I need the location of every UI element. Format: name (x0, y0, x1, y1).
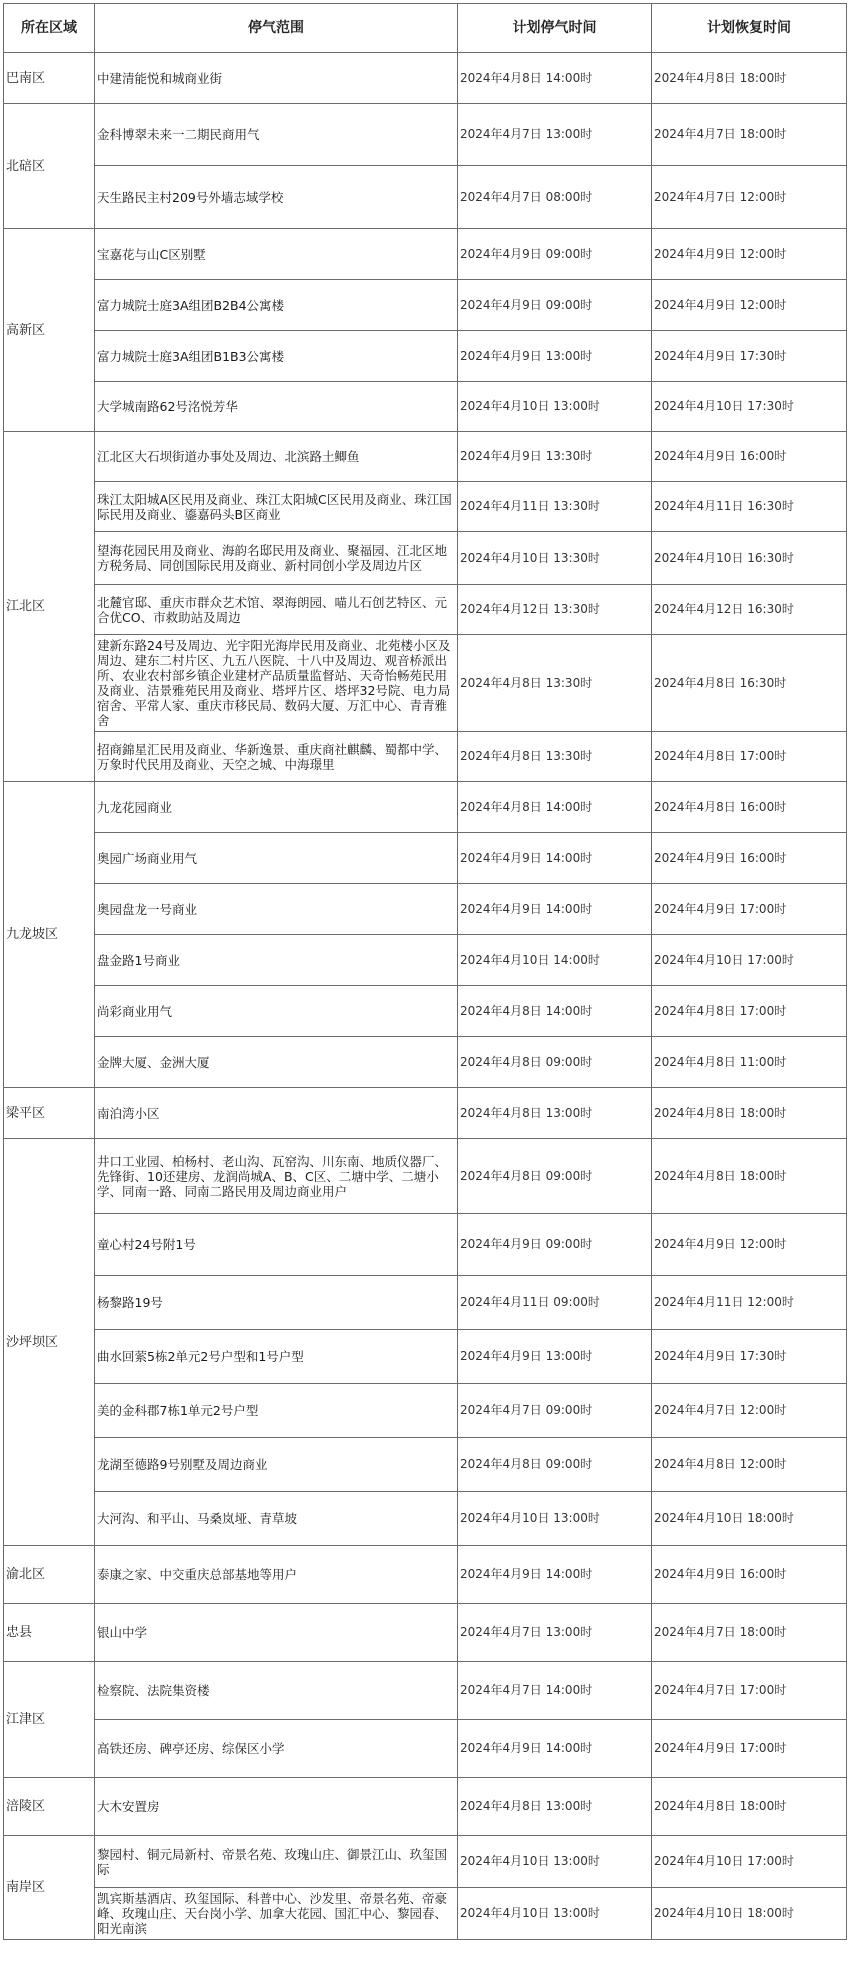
stop-time-cell: 2024年4月7日 13:00时 (458, 104, 652, 166)
table-row (4, 1438, 847, 1492)
resume-time-cell: 2024年4月8日 18:00时 (652, 1778, 847, 1836)
scope-cell: 大学城南路62号洺悦芳华 (95, 382, 458, 432)
scope-cell: 童心村24号附1号 (95, 1214, 458, 1276)
table-row (4, 1662, 847, 1720)
scope-cell: 泰康之家、中交重庆总部基地等用户 (95, 1546, 458, 1604)
stop-time-cell: 2024年4月7日 09:00时 (458, 1384, 652, 1438)
resume-time-cell: 2024年4月8日 12:00时 (652, 1438, 847, 1492)
area-cell: 渝北区 (4, 1546, 95, 1604)
resume-time-cell: 2024年4月9日 16:00时 (652, 1546, 847, 1604)
stop-time-cell: 2024年4月10日 13:30时 (458, 532, 652, 585)
table-body (4, 53, 847, 1940)
table-row (4, 166, 847, 229)
resume-time-cell: 2024年4月8日 16:30时 (652, 635, 847, 732)
resume-time-cell: 2024年4月10日 17:00时 (652, 1836, 847, 1888)
table-row (4, 782, 847, 833)
resume-time-cell: 2024年4月12日 16:30时 (652, 585, 847, 635)
stop-time-cell: 2024年4月7日 08:00时 (458, 166, 652, 229)
area-cell: 高新区 (4, 229, 95, 432)
resume-time-cell: 2024年4月11日 16:30时 (652, 482, 847, 532)
stop-time-cell: 2024年4月10日 13:00时 (458, 1836, 652, 1888)
stop-time-cell: 2024年4月8日 13:30时 (458, 635, 652, 732)
stop-time-cell: 2024年4月10日 13:00时 (458, 382, 652, 432)
scope-cell: 天生路民主村209号外墙志域学校 (95, 166, 458, 229)
stop-time-cell: 2024年4月8日 13:00时 (458, 1088, 652, 1139)
stop-time-cell: 2024年4月9日 13:30时 (458, 432, 652, 482)
area-cell: 忠县 (4, 1604, 95, 1662)
area-cell: 涪陵区 (4, 1778, 95, 1836)
resume-time-cell: 2024年4月9日 12:00时 (652, 229, 847, 280)
table-row (4, 935, 847, 986)
area-cell: 江津区 (4, 1662, 95, 1778)
resume-time-cell: 2024年4月9日 12:00时 (652, 280, 847, 331)
resume-time-cell: 2024年4月8日 17:00时 (652, 732, 847, 782)
header-area: 所在区域 (4, 4, 95, 53)
area-cell: 沙坪坝区 (4, 1139, 95, 1546)
scope-cell: 美的金科郡7栋1单元2号户型 (95, 1384, 458, 1438)
stop-time-cell: 2024年4月9日 13:00时 (458, 1330, 652, 1384)
stop-time-cell: 2024年4月8日 09:00时 (458, 1139, 652, 1214)
resume-time-cell: 2024年4月7日 18:00时 (652, 104, 847, 166)
resume-time-cell: 2024年4月7日 18:00时 (652, 1604, 847, 1662)
scope-cell: 建新东路24号及周边、光宇阳光海岸民用及商业、北苑楼小区及周边、建东二村片区、九五八医院、十八中及周边、观音桥派出所、农业农村部乡镇企业建材产品质量监督站、天奇怡畅苑民用及商业、洁景雅苑民用及商业、塔坪片区、塔坪32号院、电力局宿舍、平常人家、重庆市移民局、数码大厦、万汇中心、青青雅舍 (95, 635, 458, 732)
scope-cell: 龙湖至德路9号别墅及周边商业 (95, 1438, 458, 1492)
scope-cell: 曲水回萦5栋2单元2号户型和1号户型 (95, 1330, 458, 1384)
table-row (4, 1088, 847, 1139)
stop-time-cell: 2024年4月9日 14:00时 (458, 1720, 652, 1778)
stop-time-cell: 2024年4月12日 13:30时 (458, 585, 652, 635)
resume-time-cell: 2024年4月9日 12:00时 (652, 1214, 847, 1276)
scope-cell: 凯宾斯基酒店、玖玺国际、科普中心、沙发里、帝景名苑、帝豪峰、玫瑰山庄、天台岗小学、加拿大花园、国汇中心、黎园春、阳光南滨 (95, 1888, 458, 1940)
table-row (4, 382, 847, 432)
area-cell: 南岸区 (4, 1836, 95, 1940)
area-cell: 梁平区 (4, 1088, 95, 1139)
resume-time-cell: 2024年4月9日 17:00时 (652, 884, 847, 935)
stop-time-cell: 2024年4月7日 14:00时 (458, 1662, 652, 1720)
stop-time-cell: 2024年4月10日 13:00时 (458, 1492, 652, 1546)
scope-cell: 中建清能悦和城商业街 (95, 53, 458, 104)
scope-cell: 尚彩商业用气 (95, 986, 458, 1037)
table-row (4, 1604, 847, 1662)
stop-time-cell: 2024年4月11日 13:30时 (458, 482, 652, 532)
resume-time-cell: 2024年4月7日 12:00时 (652, 1384, 847, 1438)
table-row (4, 833, 847, 884)
stop-time-cell: 2024年4月8日 13:30时 (458, 732, 652, 782)
scope-cell: 富力城院士庭3A组团B2B4公寓楼 (95, 280, 458, 331)
scope-cell: 杨黎路19号 (95, 1276, 458, 1330)
table-row (4, 732, 847, 782)
stop-time-cell: 2024年4月8日 09:00时 (458, 1438, 652, 1492)
table-row (4, 1037, 847, 1088)
table-row (4, 1214, 847, 1276)
stop-time-cell: 2024年4月9日 14:00时 (458, 833, 652, 884)
scope-cell: 江北区大石坝街道办事处及周边、北滨路土鲫鱼 (95, 432, 458, 482)
scope-cell: 珠江太阳城A区民用及商业、珠江太阳城C区民用及商业、珠江国际民用及商业、鎏嘉码头B区商业 (95, 482, 458, 532)
stop-time-cell: 2024年4月11日 09:00时 (458, 1276, 652, 1330)
resume-time-cell: 2024年4月8日 18:00时 (652, 53, 847, 104)
stop-time-cell: 2024年4月8日 14:00时 (458, 782, 652, 833)
table-row (4, 1492, 847, 1546)
stop-time-cell: 2024年4月9日 14:00时 (458, 884, 652, 935)
table-row (4, 1836, 847, 1888)
resume-time-cell: 2024年4月10日 17:00时 (652, 935, 847, 986)
resume-time-cell: 2024年4月8日 11:00时 (652, 1037, 847, 1088)
scope-cell: 宝嘉花与山C区别墅 (95, 229, 458, 280)
header-row (4, 4, 847, 53)
scope-cell: 招商錦星汇民用及商业、华新逸景、重庆商社麒麟、蜀都中学、万象时代民用及商业、天空之城、中海璟里 (95, 732, 458, 782)
stop-time-cell: 2024年4月9日 09:00时 (458, 1214, 652, 1276)
table-row (4, 53, 847, 104)
table-row (4, 1330, 847, 1384)
resume-time-cell: 2024年4月9日 17:00时 (652, 1720, 847, 1778)
stop-time-cell: 2024年4月9日 09:00时 (458, 229, 652, 280)
header-stop-time: 计划停气时间 (458, 4, 652, 53)
table-row (4, 1720, 847, 1778)
scope-cell: 南泊湾小区 (95, 1088, 458, 1139)
header-scope: 停气范围 (95, 4, 458, 53)
table-row (4, 884, 847, 935)
scope-cell: 奥园盘龙一号商业 (95, 884, 458, 935)
scope-cell: 黎园村、铜元局新村、帝景名苑、玫瑰山庄、御景江山、玖玺国际 (95, 1836, 458, 1888)
stop-time-cell: 2024年4月10日 13:00时 (458, 1888, 652, 1940)
area-cell: 江北区 (4, 432, 95, 782)
scope-cell: 高铁还房、碑亭还房、综保区小学 (95, 1720, 458, 1778)
area-cell: 北碚区 (4, 104, 95, 229)
stop-time-cell: 2024年4月8日 09:00时 (458, 1037, 652, 1088)
resume-time-cell: 2024年4月7日 12:00时 (652, 166, 847, 229)
stop-time-cell: 2024年4月10日 14:00时 (458, 935, 652, 986)
scope-cell: 检察院、法院集资楼 (95, 1662, 458, 1720)
table-row (4, 104, 847, 166)
table-row (4, 229, 847, 280)
resume-time-cell: 2024年4月10日 18:00时 (652, 1888, 847, 1940)
scope-cell: 银山中学 (95, 1604, 458, 1662)
stop-time-cell: 2024年4月8日 14:00时 (458, 986, 652, 1037)
table-row (4, 1384, 847, 1438)
table-row (4, 1888, 847, 1940)
resume-time-cell: 2024年4月10日 18:00时 (652, 1492, 847, 1546)
stop-time-cell: 2024年4月8日 14:00时 (458, 53, 652, 104)
scope-cell: 望海花园民用及商业、海韵名邸民用及商业、聚福园、江北区地方税务局、同创国际民用及商业、新村同创小学及周边片区 (95, 532, 458, 585)
stop-time-cell: 2024年4月7日 13:00时 (458, 1604, 652, 1662)
table-row (4, 331, 847, 382)
area-cell: 巴南区 (4, 53, 95, 104)
resume-time-cell: 2024年4月8日 17:00时 (652, 986, 847, 1037)
resume-time-cell: 2024年4月8日 18:00时 (652, 1088, 847, 1139)
scope-cell: 北麓官邸、重庆市群众艺术馆、翠海朗园、喵儿石创艺特区、元合优CO、市救助站及周边 (95, 585, 458, 635)
resume-time-cell: 2024年4月7日 17:00时 (652, 1662, 847, 1720)
table-row (4, 1276, 847, 1330)
resume-time-cell: 2024年4月9日 17:30时 (652, 1330, 847, 1384)
gas-outage-table (3, 3, 847, 1940)
stop-time-cell: 2024年4月9日 14:00时 (458, 1546, 652, 1604)
table-row (4, 986, 847, 1037)
scope-cell: 九龙花园商业 (95, 782, 458, 833)
resume-time-cell: 2024年4月11日 12:00时 (652, 1276, 847, 1330)
header-resume-time: 计划恢复时间 (652, 4, 847, 53)
table-row (4, 432, 847, 482)
stop-time-cell: 2024年4月9日 09:00时 (458, 280, 652, 331)
scope-cell: 井口工业园、柏杨村、老山沟、瓦窑沟、川东南、地质仪器厂、先锋街、10还建房、龙润尚城A、B、C区、二塘中学、二塘小学、同南一路、同南二路民用及周边商业用户 (95, 1139, 458, 1214)
table-row (4, 1139, 847, 1214)
resume-time-cell: 2024年4月10日 16:30时 (652, 532, 847, 585)
table-row (4, 635, 847, 732)
table-row (4, 482, 847, 532)
scope-cell: 大河沟、和平山、马桑岚垭、青草坡 (95, 1492, 458, 1546)
area-cell: 九龙坡区 (4, 782, 95, 1088)
scope-cell: 金牌大厦、金洲大厦 (95, 1037, 458, 1088)
scope-cell: 奥园广场商业用气 (95, 833, 458, 884)
table-row (4, 280, 847, 331)
scope-cell: 富力城院士庭3A组团B1B3公寓楼 (95, 331, 458, 382)
table-row (4, 532, 847, 585)
resume-time-cell: 2024年4月9日 16:00时 (652, 833, 847, 884)
resume-time-cell: 2024年4月10日 17:30时 (652, 382, 847, 432)
table-row (4, 1546, 847, 1604)
scope-cell: 金科博翠未来一二期民商用气 (95, 104, 458, 166)
table-row (4, 585, 847, 635)
resume-time-cell: 2024年4月8日 16:00时 (652, 782, 847, 833)
resume-time-cell: 2024年4月9日 16:00时 (652, 432, 847, 482)
scope-cell: 大木安置房 (95, 1778, 458, 1836)
resume-time-cell: 2024年4月8日 18:00时 (652, 1139, 847, 1214)
stop-time-cell: 2024年4月8日 13:00时 (458, 1778, 652, 1836)
stop-time-cell: 2024年4月9日 13:00时 (458, 331, 652, 382)
scope-cell: 盘金路1号商业 (95, 935, 458, 986)
resume-time-cell: 2024年4月9日 17:30时 (652, 331, 847, 382)
table-row (4, 1778, 847, 1836)
